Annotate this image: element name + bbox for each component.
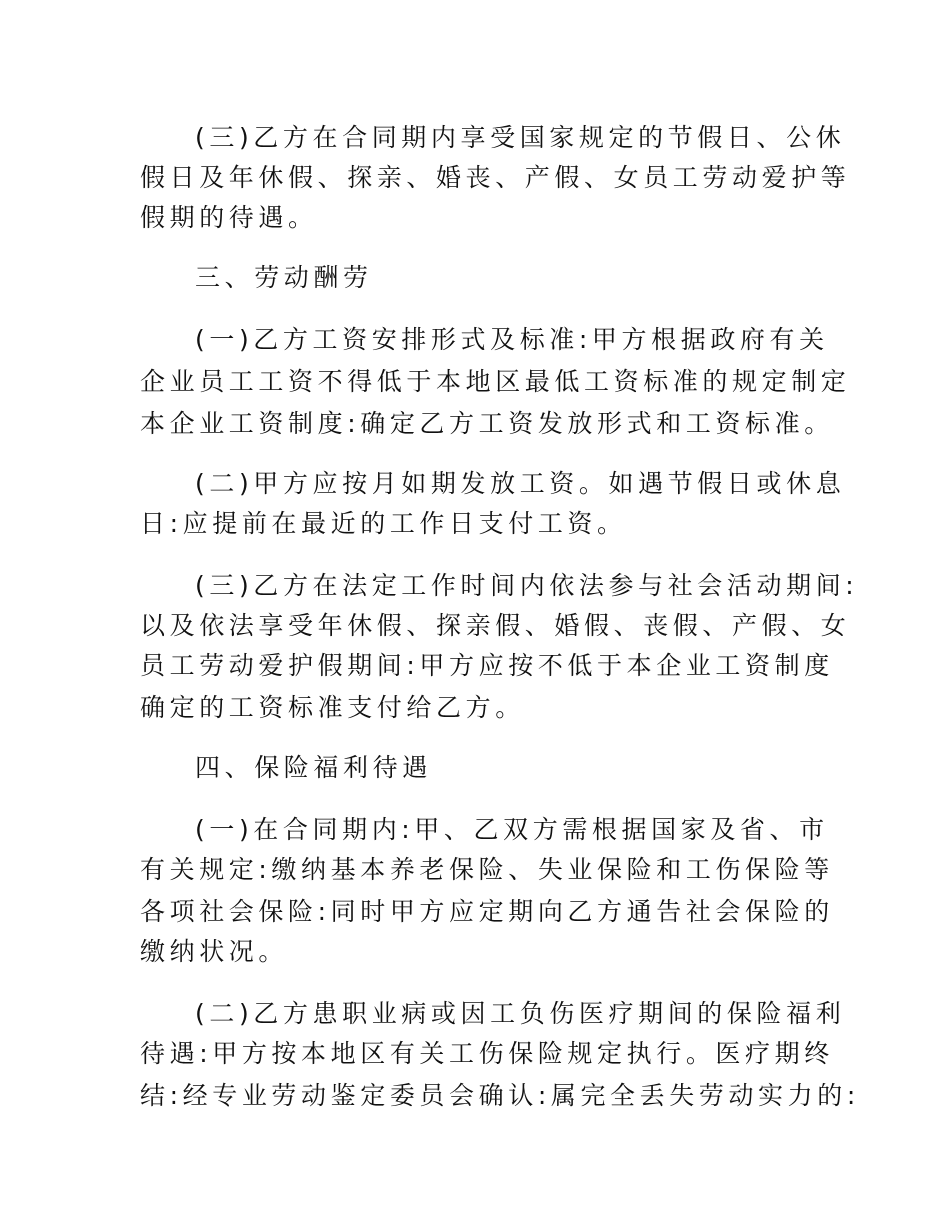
paragraph-line: (二)甲方应按月如期发放工资。如遇节假日或休息 (195, 469, 846, 498)
paragraph-line: 以及依法享受年休假、探亲假、婚假、丧假、产假、女 (140, 611, 851, 640)
paragraph-line: 各项社会保险:同时甲方应定期向乙方通告社会保险的 (140, 897, 834, 926)
paragraph-line: (一)乙方工资安排形式及标准:甲方根据政府有关 (195, 325, 829, 354)
paragraph-line: 本企业工资制度:确定乙方工资发放形式和工资标准。 (140, 409, 834, 438)
paragraph-line: 员工劳动爱护假期间:甲方应按不低于本企业工资制度 (140, 651, 834, 680)
section-heading: 三、劳动酬劳 (195, 263, 373, 292)
paragraph-line: (一)在合同期内:甲、乙双方需根据国家及省、市 (195, 815, 829, 844)
paragraph-line: (三)乙方在合同期内享受国家规定的节假日、公休 (195, 123, 846, 152)
paragraph-line: 企业员工工资不得低于本地区最低工资标准的规定制定 (140, 367, 851, 396)
paragraph-line: 待遇:甲方按本地区有关工伤保险规定执行。医疗期终 (140, 1039, 834, 1068)
paragraph-line: 确定的工资标准支付给乙方。 (140, 693, 525, 722)
paragraph-line: 假日及年休假、探亲、婚丧、产假、女员工劳动爱护等 (140, 163, 851, 192)
paragraph-line: 结:经专业劳动鉴定委员会确认:属完全丢失劳动实力的: (140, 1081, 860, 1110)
paragraph-line: 日:应提前在最近的工作日支付工资。 (140, 509, 627, 538)
paragraph-line: (三)乙方在法定工作时间内依法参与社会活动期间: (195, 571, 859, 600)
paragraph-line: 有关规定:缴纳基本养老保险、失业保险和工伤保险等 (140, 855, 834, 884)
paragraph-line: 假期的待遇。 (140, 203, 318, 232)
paragraph-line: (二)乙方患职业病或因工负伤医疗期间的保险福利 (195, 999, 846, 1028)
paragraph-line: 缴纳状况。 (140, 937, 289, 966)
section-heading: 四、保险福利待遇 (195, 753, 432, 782)
